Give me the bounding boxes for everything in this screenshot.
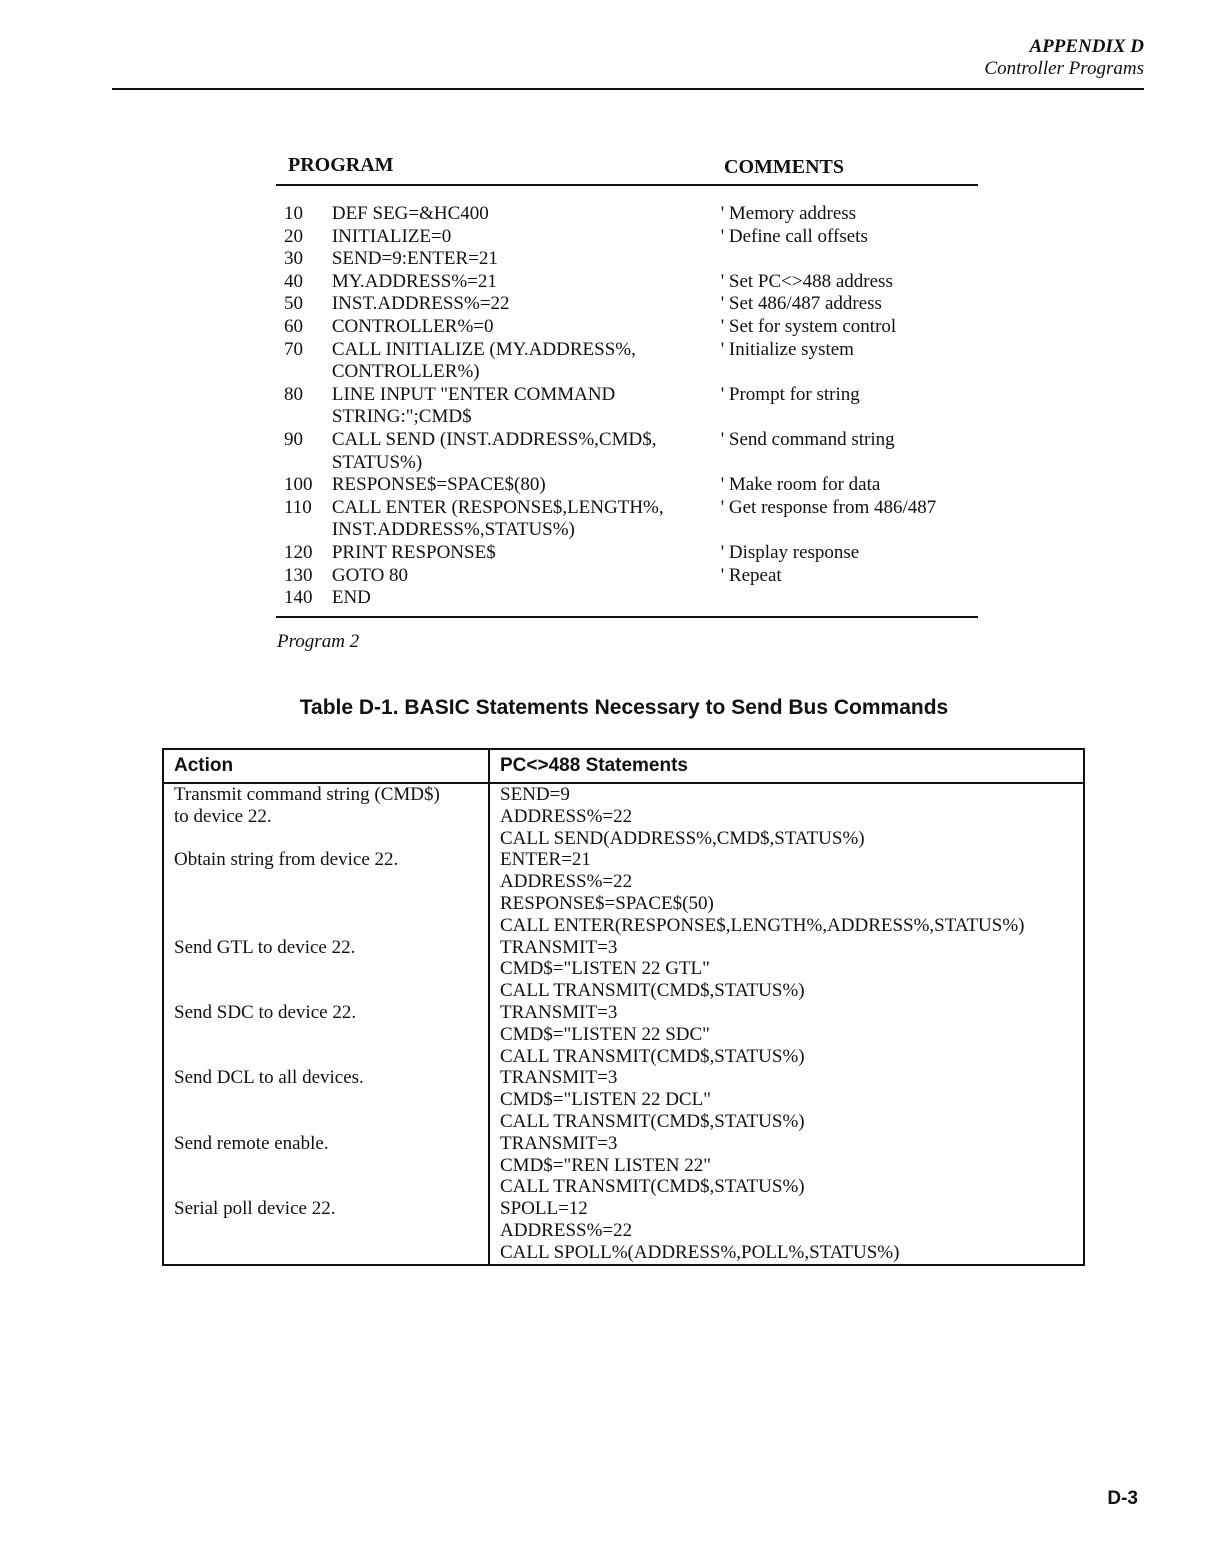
action-text: Obtain string from device 22. [174,849,399,871]
line-number: 100 [284,474,313,496]
statement-text: TRANSMIT=3 [500,1067,618,1089]
statement-text: CALL TRANSMIT(CMD$,STATUS%) [500,1176,805,1198]
action-cell [163,1198,489,1264]
line-code [332,587,719,610]
action-cell [163,783,489,849]
line-comment: ' Set PC<>488 address [720,270,893,292]
program-header [276,150,978,186]
program-line [276,248,978,271]
line-code [332,271,719,294]
statements-cell [489,1067,1084,1132]
code-text: INST.ADDRESS%,STATUS%) [331,519,575,541]
comments-column-heading: COMMENTS [724,156,844,178]
program-line [276,271,978,294]
statement-text: CMD$="REN LISTEN 22" [500,1154,711,1176]
line-comment: ' Send command string [720,428,895,450]
action-cell [163,849,489,936]
program-line [276,474,978,497]
line-comment: ' Memory address [720,203,857,224]
program-line [276,293,978,316]
action-text: Send GTL to device 22. [174,936,356,958]
line-code [332,226,719,249]
action-text: Send SDC to device 22. [174,1001,357,1023]
line-comment: ' Make room for data [720,474,881,496]
code-text: CALL INITIALIZE (MY.ADDRESS%, [331,338,636,360]
line-code [332,384,719,429]
line-code [332,565,719,588]
program-line [276,565,978,588]
code-text: CONTROLLER%=0 [331,315,494,337]
line-code [332,248,719,271]
action-cell [163,1067,489,1132]
code-text: INITIALIZE=0 [331,225,452,247]
line-code [332,429,719,474]
statement-text: CALL SPOLL%(ADDRESS%,POLL%,STATUS%) [500,1241,900,1263]
appendix-title: APPENDIX D [1029,36,1144,57]
line-number: 30 [284,248,303,270]
table-body [163,783,1084,1265]
statement-text: CMD$="LISTEN 22 SDC" [500,1023,710,1045]
header-rule [112,88,1144,90]
statements-column-heading: PC<>488 Statements [489,749,1084,783]
statements-cell [489,783,1084,849]
action-column-heading: Action [163,749,489,783]
bus-commands-table [162,748,1085,1266]
line-number: 10 [284,203,303,224]
code-text: END [331,587,371,609]
statement-text: ENTER=21 [500,849,591,871]
table-row [163,1198,1084,1264]
statement-text: TRANSMIT=3 [500,936,618,958]
line-code [332,203,719,226]
line-code [332,339,719,384]
statements-cell [489,1133,1084,1198]
line-number: 130 [284,564,313,586]
line-number: 120 [284,541,313,563]
statement-text: CMD$="LISTEN 22 DCL" [500,1089,711,1111]
code-text: PRINT RESPONSE$ [331,541,496,563]
line-comment: ' Repeat [720,564,782,586]
statement-text: CALL TRANSMIT(CMD$,STATUS%) [500,980,805,1002]
program-line [276,226,978,249]
statement-text: RESPONSE$=SPACE$(50) [500,892,714,914]
statement-text: SPOLL=12 [500,1198,588,1220]
action-cell [163,1133,489,1198]
line-number: 70 [284,338,303,360]
line-number: 80 [284,383,303,405]
program-column-heading: PROGRAM [288,154,394,176]
line-number: 20 [284,225,303,247]
line-comment: ' Prompt for string [720,383,860,405]
action-cell [163,1002,489,1067]
program-line [276,497,978,542]
line-code [332,474,719,497]
program-body [276,186,978,618]
action-text: Serial poll device 22. [174,1198,336,1220]
statement-text: CMD$="LISTEN 22 GTL" [500,958,710,980]
statements-cell [489,937,1084,1002]
statement-text: CALL SEND(ADDRESS%,CMD$,STATUS%) [500,827,865,849]
statement-text: ADDRESS%=22 [500,1219,633,1241]
statement-text: CALL ENTER(RESPONSE$,LENGTH%,ADDRESS%,STATUS%) [500,914,1025,936]
statements-cell [489,1198,1084,1264]
code-text: CALL SEND (INST.ADDRESS%,CMD$, [331,428,657,450]
action-cell [163,937,489,1002]
program-line [276,429,978,474]
statement-text: SEND=9 [500,784,570,805]
action-text: Transmit command string (CMD$) [174,784,440,805]
code-text: MY.ADDRESS%=21 [331,270,497,292]
line-number: 90 [284,428,303,450]
statement-text: CALL TRANSMIT(CMD$,STATUS%) [500,1045,805,1067]
code-text: STATUS%) [331,451,423,473]
program-line [276,587,978,610]
line-comment: ' Get response from 486/487 [720,496,937,518]
statement-text: TRANSMIT=3 [500,1001,618,1023]
table-header-row [163,749,1084,783]
program-line [276,203,978,226]
line-comment: ' Define call offsets [720,225,868,247]
code-text: INST.ADDRESS%=22 [331,293,510,315]
action-text: to device 22. [174,805,272,827]
statements-cell [489,1002,1084,1067]
program-line [276,316,978,339]
appendix-subtitle: Controller Programs [984,58,1144,79]
line-number: 50 [284,293,303,315]
line-number: 40 [284,270,303,292]
program-line [276,384,978,429]
line-number: 140 [284,587,313,609]
action-text: Send DCL to all devices. [174,1067,364,1089]
table-row [163,1133,1084,1198]
program-caption: Program 2 [277,631,360,652]
line-code [332,497,719,542]
statement-text: ADDRESS%=22 [500,805,633,827]
line-comment [719,587,978,610]
code-text: SEND=9:ENTER=21 [331,248,498,270]
code-text: DEF SEG=&HC400 [331,203,489,224]
line-comment: ' Set for system control [720,315,897,337]
program-line [276,339,978,384]
page-number: D-3 [1107,1488,1138,1509]
program-line [276,542,978,565]
statement-text: CALL TRANSMIT(CMD$,STATUS%) [500,1110,805,1132]
line-number: 110 [284,496,312,518]
statement-text: TRANSMIT=3 [500,1132,618,1154]
program-listing [276,150,978,618]
statement-text: ADDRESS%=22 [500,871,633,893]
line-comment [719,248,978,271]
line-number: 60 [284,315,303,337]
table-row [163,1002,1084,1067]
code-text: GOTO 80 [331,564,409,586]
line-code [332,293,719,316]
table-row [163,783,1084,849]
line-code [332,316,719,339]
table-title: Table D-1. BASIC Statements Necessary to Send Bus Commands [299,696,949,719]
table-row [163,937,1084,1002]
line-comment: ' Display response [720,541,860,563]
code-text: RESPONSE$=SPACE$(80) [331,474,546,496]
table-row [163,1067,1084,1132]
code-text: CONTROLLER%) [331,361,480,383]
table-row [163,849,1084,936]
code-text: STRING:";CMD$ [331,406,472,428]
action-text: Send remote enable. [174,1132,329,1154]
line-code [332,542,719,565]
line-comment: ' Initialize system [720,338,854,360]
statements-cell [489,849,1084,936]
line-comment: ' Set 486/487 address [720,293,882,315]
code-text: LINE INPUT "ENTER COMMAND [331,383,616,405]
code-text: CALL ENTER (RESPONSE$,LENGTH%, [331,496,664,518]
